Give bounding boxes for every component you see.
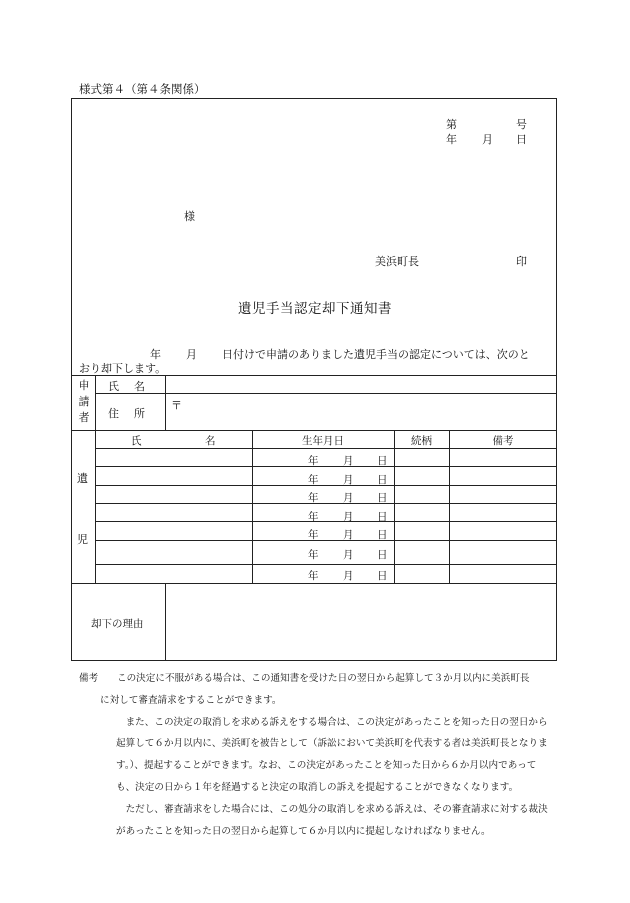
notes-p1-line1: この決定に不服がある場合は、この通知書を受けた日の翌日から起算して３か月以内に美浜町長 [117, 673, 530, 684]
col-header-name-left: 氏 [131, 435, 142, 447]
row-day: 日 [377, 570, 388, 582]
table-divider [95, 448, 557, 449]
number-suffix: 号 [516, 118, 527, 131]
form-label: 様式第４（第４条関係） [79, 82, 206, 96]
table-divider [71, 375, 557, 376]
rejection-reason-label: 却下の理由 [91, 618, 144, 630]
applicant-section-label [77, 378, 91, 426]
table-divider [165, 375, 166, 430]
row-year: 年 [308, 570, 319, 582]
row-day: 日 [377, 529, 388, 541]
table-divider [394, 430, 395, 583]
children-label-char: 児 [77, 533, 88, 546]
table-divider [252, 430, 253, 583]
table-divider [165, 583, 166, 661]
date-month: 月 [482, 133, 493, 146]
table-divider [95, 521, 557, 522]
applicant-label-char: 者 [78, 411, 90, 424]
table-divider [71, 430, 557, 431]
body-month: 月 [186, 348, 197, 361]
row-month: 月 [343, 549, 354, 561]
applicant-label-char: 申 [78, 379, 90, 392]
notes-p3: ただし、審査請求をした場合には、この処分の取消しを求める訴えは、その審査請求に対する裁決があったことを知った日の翌日から起算して６か月以内に提起しなければなりません。 [116, 803, 548, 837]
col-header-name-right: 名 [205, 435, 216, 447]
row-month: 月 [343, 474, 354, 486]
body-line2: おり却下します。 [79, 362, 167, 375]
document-title: 遺児手当認定却下通知書 [238, 301, 392, 317]
row-year: 年 [308, 511, 319, 523]
date-day: 日 [516, 133, 527, 146]
addressee-suffix: 様 [184, 210, 195, 223]
col-header-relation: 続柄 [411, 435, 432, 447]
row-year: 年 [308, 474, 319, 486]
issuer-seal: 印 [516, 255, 527, 268]
row-month: 月 [343, 455, 354, 467]
row-year: 年 [308, 529, 319, 541]
col-header-birth: 生年月日 [302, 435, 344, 447]
row-year: 年 [308, 549, 319, 561]
applicant-label-char: 請 [78, 395, 90, 408]
postal-mark: 〒 [171, 399, 182, 412]
number-prefix: 第 [446, 118, 457, 131]
col-header-remarks: 備考 [492, 435, 514, 447]
notes-p2: また、この決定の取消しを求める訴えをする場合は、この決定があったことを知った日の翌日から起算して６か月以内に、美浜町を被告として（訴訟において美浜町を代表する者は美浜町長となります。）、提起することができます。なお、この決定があったことを知った日から６か月以内であっても、決定の日から１年を経過すると決定の取消しの訴えを提起することができなくなります。 [116, 716, 548, 793]
body-year: 年 [150, 348, 161, 361]
table-divider [95, 503, 557, 504]
row-day: 日 [377, 549, 388, 561]
row-day: 日 [377, 511, 388, 523]
row-month: 月 [343, 529, 354, 541]
issuer-title: 美浜町長 [375, 255, 419, 268]
notes-section [79, 668, 554, 842]
notes-label: 備考 [79, 673, 99, 684]
table-divider [95, 564, 557, 565]
row-day: 日 [377, 474, 388, 486]
table-divider [95, 375, 96, 583]
row-year: 年 [308, 455, 319, 467]
table-divider [71, 583, 557, 584]
children-label-char: 遺 [77, 472, 88, 485]
body-line1: 日付けで申請のありました遺児手当の認定については、次のと [222, 348, 530, 361]
table-divider [95, 540, 557, 541]
table-divider [95, 466, 557, 467]
row-month: 月 [343, 511, 354, 523]
row-day: 日 [377, 455, 388, 467]
row-day: 日 [377, 492, 388, 504]
table-divider [95, 485, 557, 486]
date-year: 年 [446, 133, 457, 146]
table-divider [449, 430, 450, 583]
row-month: 月 [343, 570, 354, 582]
row-month: 月 [343, 492, 354, 504]
applicant-name-label: 氏 名 [108, 380, 147, 393]
applicant-address-label: 住 所 [108, 407, 147, 420]
notes-p1-line2: に対して審査請求をすることができます。 [100, 694, 282, 706]
row-year: 年 [308, 492, 319, 504]
